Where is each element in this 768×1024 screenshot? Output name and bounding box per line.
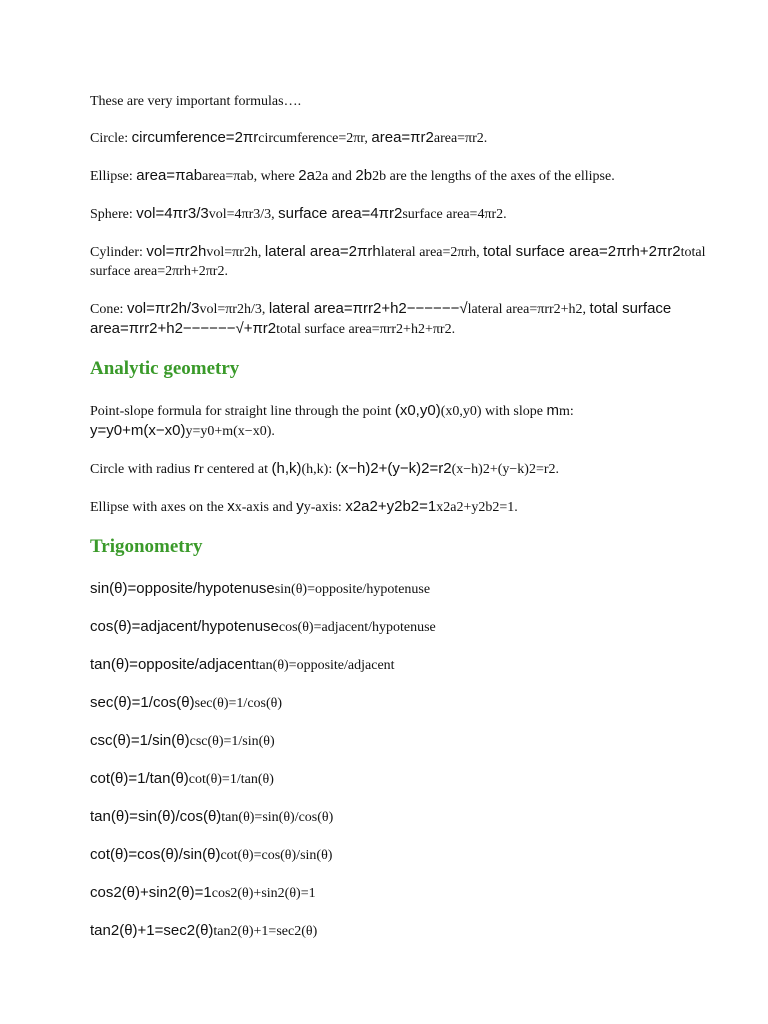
ellipse-area-text: area=πab, where (202, 169, 299, 184)
cone-volume-text: vol=πr2h/3, (199, 302, 269, 317)
trig-identity-sin (90, 579, 708, 599)
point-slope-equation-formula: y=y0+m(x−x0) (90, 422, 186, 439)
ellipse-formula-paragraph (90, 166, 708, 186)
ellipse-2a-formula: 2a (298, 167, 315, 184)
ellipse-2b-text: 2b are the lengths of the axes of the ellipse. (372, 169, 615, 184)
trig-text: cos(θ)=adjacent/hypotenuse (278, 620, 436, 635)
trig-formula: csc(θ)=1/sin(θ) (90, 732, 190, 749)
trigonometry-heading: Trigonometry (90, 536, 203, 557)
cone-label: Cone: (90, 302, 127, 317)
trig-identity-tan-ratio (90, 807, 708, 827)
trig-identity-tan-sec (90, 921, 708, 941)
intro-text: These are very important formulas…. (90, 94, 302, 109)
trig-identity-tan (90, 655, 708, 675)
trig-formula: sec(θ)=1/cos(θ) (90, 694, 195, 711)
cone-volume-formula: vol=πr2h/3 (126, 300, 200, 317)
cylinder-volume-formula: vol=πr2h (146, 243, 207, 260)
cylinder-lateral-formula: lateral area=2πrh (264, 243, 381, 260)
cone-lateral-text: lateral area=πrr2+h2, (467, 302, 590, 317)
ellipse-2a-text: 2a and (314, 169, 356, 184)
trig-text: sin(θ)=opposite/hypotenuse (274, 582, 431, 597)
trig-text: cot(θ)=cos(θ)/sin(θ) (220, 848, 333, 863)
ellipse-equation-paragraph (90, 497, 708, 517)
sphere-surface-text: surface area=4πr2. (402, 207, 507, 222)
point-slope-m-formula: m (546, 402, 559, 419)
trig-identity-cos (90, 617, 708, 637)
sphere-volume-formula: vol=4πr3/3 (136, 205, 209, 222)
trig-text: cot(θ)=1/tan(θ) (188, 772, 274, 787)
circle-equation-text-0: Circle with radius (90, 462, 194, 477)
circle-formula-paragraph (90, 128, 708, 148)
trig-text: tan(θ)=opposite/adjacent (255, 658, 395, 673)
circle-center-formula: (h,k) (271, 460, 302, 477)
ellipse-label: Ellipse: (90, 169, 137, 184)
trig-formula: cos2(θ)+sin2(θ)=1 (90, 884, 212, 901)
circle-label: Circle: (90, 131, 132, 146)
point-slope-text-2: m: (558, 404, 574, 419)
ellipse-equation-text-0: Ellipse with axes on the (90, 500, 228, 515)
cylinder-total-formula: total surface area=2πrh+2πr2 (483, 243, 681, 260)
ellipse-2b-formula: 2b (355, 167, 373, 184)
trig-text: tan(θ)=sin(θ)/cos(θ) (221, 810, 334, 825)
cylinder-total-text: total surface area=2πrh+2πr2. (90, 245, 706, 279)
trig-formula: tan(θ)=opposite/adjacent (90, 656, 256, 673)
circle-area-formula: area=πr2 (371, 129, 434, 146)
cylinder-lateral-text: lateral area=2πrh, (380, 245, 484, 260)
circle-equation-text-3: (x−h)2+(y−k)2=r2. (451, 462, 560, 477)
trig-identity-cot (90, 769, 708, 789)
trig-formula: cot(θ)=1/tan(θ) (90, 770, 189, 787)
trig-identity-sec (90, 693, 708, 713)
circle-circumference-formula: circumference=2πr (131, 129, 259, 146)
ellipse-y-formula: y (296, 498, 304, 515)
trig-identity-cot-ratio (90, 845, 708, 865)
analytic-geometry-heading: Analytic geometry (90, 358, 240, 379)
point-slope-text-3: y=y0+m(x−x0). (185, 424, 275, 439)
point-slope-text-1: (x0,y0) with slope (440, 404, 547, 419)
intro-paragraph (90, 92, 708, 111)
ellipse-area-formula: area=πab (136, 167, 203, 184)
trig-identity-pythagorean (90, 883, 708, 903)
ellipse-equation-text-3: x2a2+y2b2=1. (436, 500, 518, 515)
trig-text: tan2(θ)+1=sec2(θ) (213, 924, 318, 939)
cone-total-formula: total surface area=πrr2+h2−−−−−−√+πr2 (90, 300, 672, 337)
circle-circumference-text: circumference=2πr, (258, 131, 372, 146)
cylinder-label: Cylinder: (90, 245, 147, 260)
trig-text: sec(θ)=1/cos(θ) (194, 696, 283, 711)
trig-formula: sin(θ)=opposite/hypotenuse (90, 580, 275, 597)
sphere-volume-text: vol=4πr3/3, (208, 207, 279, 222)
sphere-surface-formula: surface area=4πr2 (278, 205, 403, 222)
cylinder-formula-paragraph (90, 242, 708, 281)
cone-lateral-formula: lateral area=πrr2+h2−−−−−−√ (268, 300, 468, 317)
circle-equation-text-1: r centered at (198, 462, 272, 477)
ellipse-equation-formula: x2a2+y2b2=1 (345, 498, 437, 515)
cone-formula-paragraph (90, 299, 708, 339)
circle-equation-paragraph (90, 459, 708, 479)
trig-formula: cot(θ)=cos(θ)/sin(θ) (90, 846, 221, 863)
trig-identity-csc (90, 731, 708, 751)
circle-equation-formula: (x−h)2+(y−k)2=r2 (335, 460, 452, 477)
trig-identity-list (90, 579, 708, 941)
ellipse-equation-text-1: x-axis and (234, 500, 297, 515)
trig-formula: tan(θ)=sin(θ)/cos(θ) (90, 808, 222, 825)
ellipse-x-formula: x (227, 498, 235, 515)
point-slope-point-formula: (x0,y0) (394, 402, 441, 419)
sphere-label: Sphere: (90, 207, 137, 222)
sphere-formula-paragraph (90, 204, 708, 224)
trig-formula: cos(θ)=adjacent/hypotenuse (90, 618, 279, 635)
trig-text: cos2(θ)+sin2(θ)=1 (211, 886, 316, 901)
trig-formula: tan2(θ)+1=sec2(θ) (90, 922, 214, 939)
point-slope-text-0: Point-slope formula for straight line through the point (90, 404, 395, 419)
point-slope-paragraph (90, 401, 708, 441)
trig-text: csc(θ)=1/sin(θ) (189, 734, 275, 749)
cylinder-volume-text: vol=πr2h, (206, 245, 265, 260)
cone-total-text: total surface area=πrr2+h2+πr2. (276, 322, 456, 337)
circle-radius-formula: r (193, 460, 199, 477)
ellipse-equation-text-2: y-axis: (303, 500, 346, 515)
circle-equation-text-2: (h,k): (301, 462, 336, 477)
circle-area-text: area=πr2. (433, 131, 488, 146)
